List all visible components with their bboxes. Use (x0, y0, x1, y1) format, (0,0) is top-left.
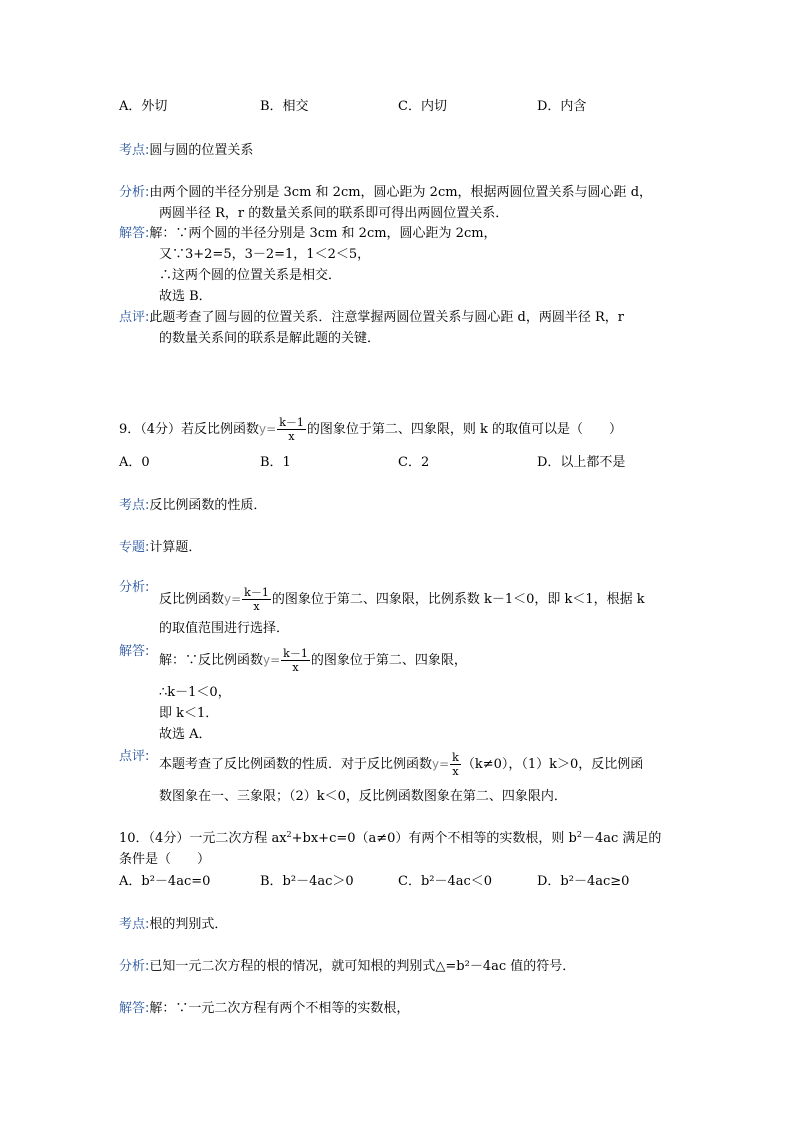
q9-kaodian (119, 496, 266, 516)
q10-stem-mid-2: －4ac 满足的 (581, 831, 662, 846)
q9-dianping-line-1 (159, 749, 643, 780)
kaodian-label: 考点: (119, 917, 150, 932)
q8-kaodian (119, 141, 253, 161)
q8-jieda (119, 224, 497, 244)
q9-jieda-suffix: 的图象位于第二、四象限， (310, 653, 467, 668)
q9-jieda-fraction (281, 647, 310, 674)
kaodian-text: 根的判别式． (149, 917, 228, 932)
q9-option-a: A．0 (119, 455, 150, 470)
q9-yeq: y= (259, 422, 277, 436)
fenxi-label: 分析: (119, 959, 150, 974)
kaodian-text: 反比例函数的性质． (149, 498, 267, 513)
q8-fenxi-line-2: 两圆半径 R，r 的数量关系间的联系即可得出两圆位置关系． (159, 206, 509, 221)
q8-fenxi (119, 183, 652, 203)
jieda-label: 解答: (119, 226, 150, 241)
frac-den: x (452, 765, 459, 778)
q10-option-d: D．b²－4ac≥0 (537, 874, 630, 889)
q10-stem-mid-1: +bx+c=0（a≠0）有两个不相等的实数根，则 b (291, 831, 577, 846)
q9-jieda-line-1 (159, 645, 467, 676)
q9-fenxi-line-1 (159, 584, 645, 615)
q10-fenxi (119, 957, 575, 977)
q9-jieda-line-4: 故选 A． (159, 727, 212, 742)
q9-zhuanti (119, 538, 201, 558)
q9-jieda-yeq: y= (263, 653, 281, 667)
frac-den: x (253, 600, 260, 613)
q9-option-b: B．1 (260, 455, 291, 470)
q8-jieda-line-3: ∴这两个圆的位置关系是相交． (159, 268, 342, 283)
dianping-line-1: 此题考查了圆与圆的位置关系．注意掌握两圆位置关系与圆心距 d，两圆半径 R，r (149, 310, 624, 325)
q9-dianping-suffix: （k≠0），（1）k＞0，反比例函 (461, 757, 644, 772)
q9-stem-suffix: 的图象位于第二、四象限，则 k 的取值可以是（ ） (306, 422, 623, 437)
jieda-text: 解：∵一元二次方程有两个不相等的实数根， (149, 1001, 410, 1016)
q9-fenxi-yeq: y= (224, 592, 242, 606)
q10-jieda (119, 999, 409, 1019)
q9-fenxi-fraction (242, 586, 271, 613)
kaodian-label: 考点: (119, 143, 150, 158)
q9-jieda-label: 解答: (119, 644, 150, 659)
q9-fenxi-prefix: 反比例函数 (159, 592, 225, 607)
q9-frac-den: x (288, 430, 295, 443)
q9-stem-prefix: 9．（4分）若反比例函数 (119, 422, 260, 437)
frac-num: k－1 (244, 586, 269, 599)
q9-stem (119, 414, 622, 445)
q9-fenxi-line-2: 的取值范围进行选择． (159, 621, 290, 636)
q9-dianping-fraction (450, 751, 461, 778)
q9-fenxi-suffix: 的图象位于第二、四象限，比例系数 k－1＜0，即 k＜1，根据 k (271, 592, 645, 607)
q10-stem-line-1 (119, 829, 661, 849)
q9-dianping-prefix: 本题考查了反比例函数的性质．对于反比例函数 (159, 757, 433, 772)
q9-jieda-prefix: 解：∵反比例函数 (159, 653, 264, 668)
q10-stem-prefix: 10．（4分）一元二次方程 ax (119, 831, 287, 846)
kaodian-label: 考点: (119, 498, 150, 513)
q8-dianping-line-2: 的数量关系间的联系是解此题的关键． (159, 331, 381, 346)
q10-kaodian (119, 915, 227, 935)
q8-jieda-line-4: 故选 B． (159, 289, 212, 304)
q9-jieda-line-3: 即 k＜1． (159, 706, 219, 721)
q8-dianping (119, 308, 624, 328)
q9-fenxi-label: 分析: (119, 580, 150, 595)
superscript-2: 2 (576, 830, 582, 839)
fenxi-line-1: 由两个圆的半径分别是 3cm 和 2cm，圆心距为 2cm，根据两圆位置关系与圆心距 d， (149, 185, 653, 200)
jieda-line-1: 解：∵两个圆的半径分别是 3cm 和 2cm，圆心距为 2cm， (149, 226, 497, 241)
q10-option-c: C．b²－4ac＜0 (398, 874, 493, 889)
q9-dianping-line-2: 数图象在一、三象限；（2）k＜0，反比例函数图象在第二、四象限内． (159, 789, 567, 804)
q8-option-b: B．相交 (260, 99, 309, 114)
q8-option-c: C．内切 (398, 99, 447, 114)
q9-frac-num: k－1 (279, 416, 304, 429)
q10-option-b: B．b²－4ac＞0 (260, 874, 354, 889)
zhuanti-text: 计算题． (149, 540, 202, 555)
q9-fraction (277, 416, 306, 443)
jieda-label: 解答: (119, 1001, 150, 1016)
superscript-2: 2 (286, 830, 292, 839)
q8-option-d: D．内含 (537, 99, 587, 114)
frac-num: k (452, 751, 459, 764)
kaodian-text: 圆与圆的位置关系 (149, 143, 254, 158)
q9-jieda-line-2: ∴k－1＜0， (159, 685, 231, 700)
dianping-label: 点评: (119, 310, 150, 325)
q8-option-a: A．外切 (119, 99, 168, 114)
q9-option-c: C．2 (398, 455, 430, 470)
fenxi-text: 已知一元二次方程的根的情况，就可知根的判别式△=b²－4ac 值的符号． (149, 959, 576, 974)
q8-jieda-line-2: 又∵3+2=5，3－2=1，1＜2＜5， (159, 247, 371, 262)
frac-num: k－1 (283, 647, 308, 660)
zhuanti-label: 专题: (119, 540, 150, 555)
q9-dianping-yeq: y= (432, 757, 450, 771)
q10-stem-line-2: 条件是（ ） (119, 852, 211, 867)
frac-den: x (292, 661, 299, 674)
fenxi-label: 分析: (119, 185, 150, 200)
q10-option-a: A．b²－4ac=0 (119, 874, 211, 889)
q9-option-d: D．以上都不是 (537, 455, 626, 470)
q9-dianping-label: 点评: (119, 749, 150, 764)
